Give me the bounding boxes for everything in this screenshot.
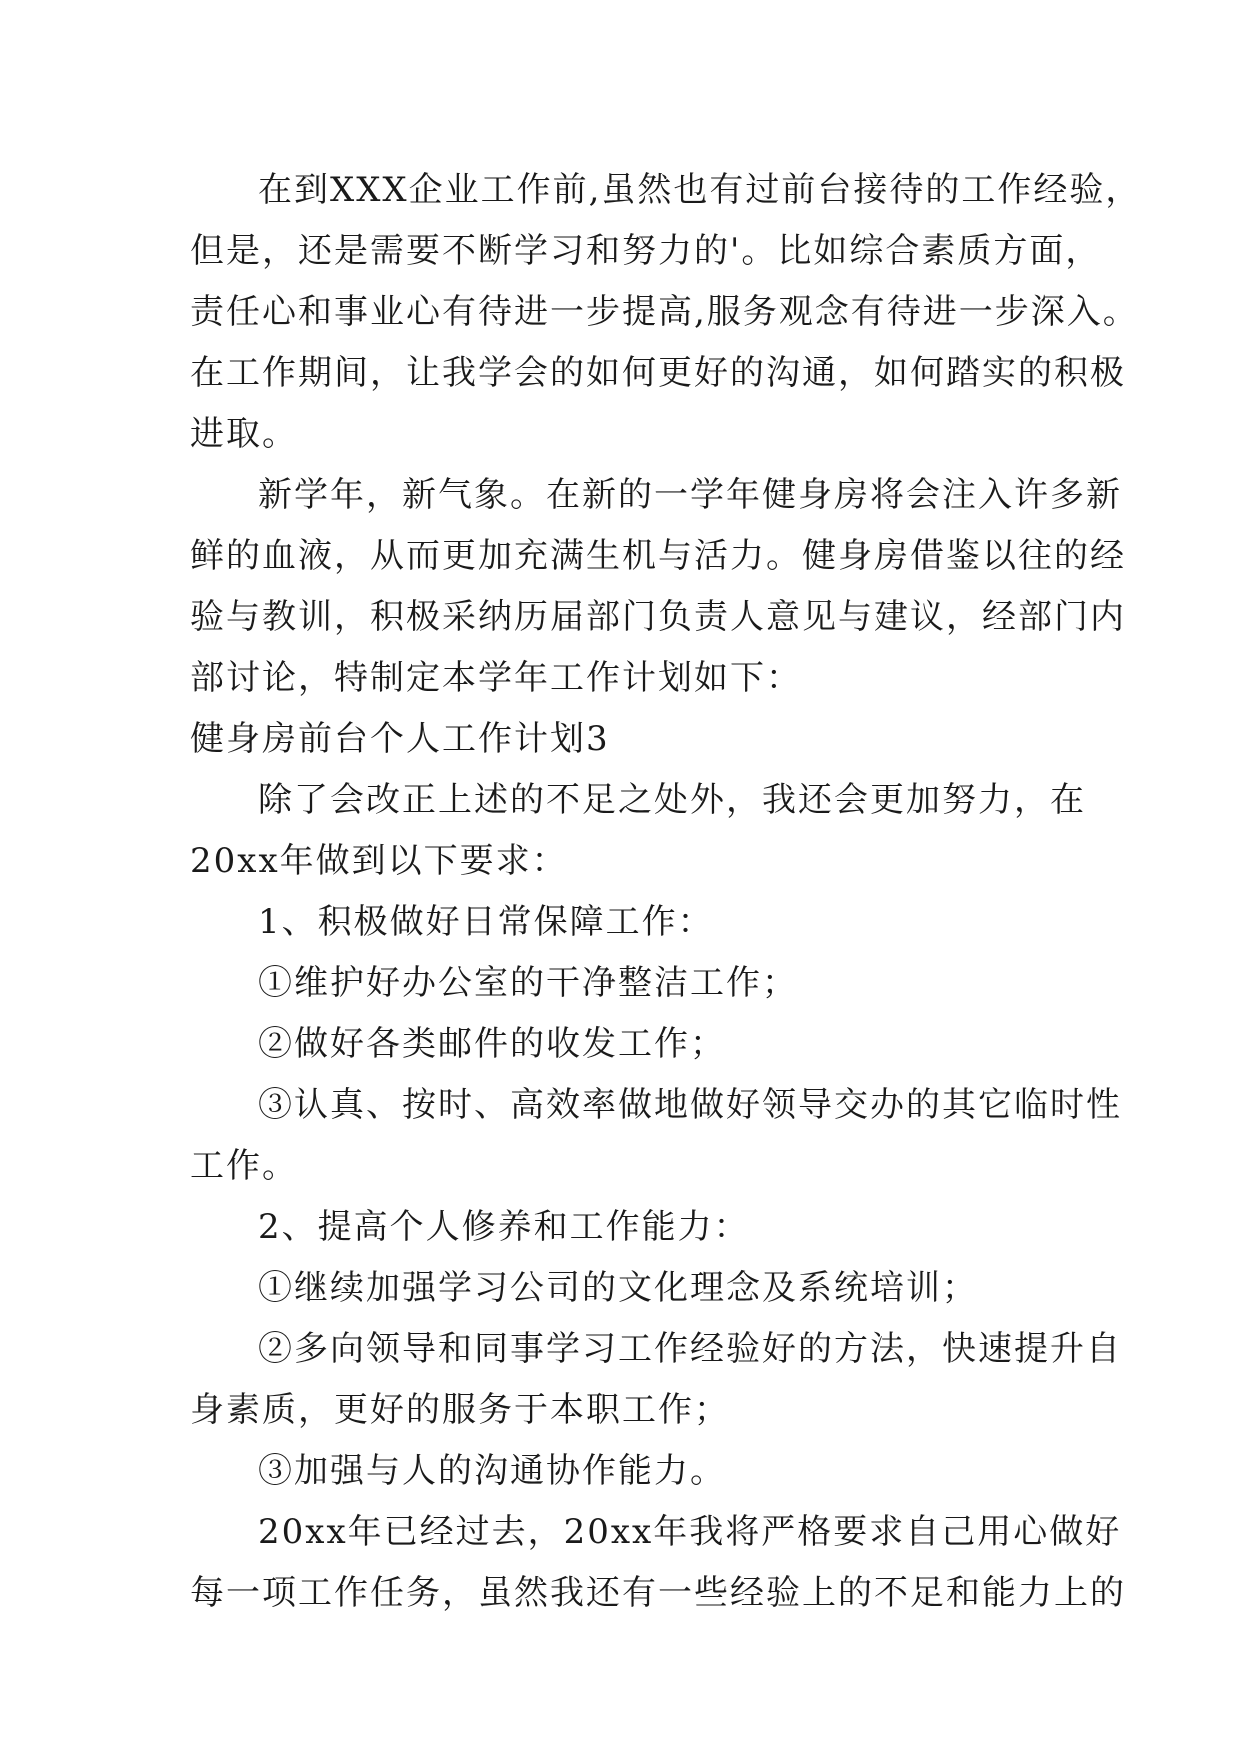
text-line: 但是，还是需要不断学习和努力的'。比如综合素质方面， <box>190 231 1102 271</box>
text-line: 新学年，新气象。在新的一学年健身房将会注入许多新 <box>258 475 1122 515</box>
text-line: 每一项工作任务，虽然我还有一些经验上的不足和能力上的 <box>190 1573 1126 1613</box>
document-body <box>190 160 1142 1624</box>
text-line: 鲜的血液，从而更加充满生机与活力。健身房借鉴以往的经 <box>190 536 1126 576</box>
list-item: ③认真、按时、高效率做地做好领导交办的其它临时性 <box>258 1085 1122 1125</box>
text-line: 在到XXX企业工作前,虽然也有过前台接待的工作经验， <box>258 170 1142 210</box>
list-heading: 1、积极做好日常保障工作： <box>258 902 714 942</box>
list-item: ②多向领导和同事学习工作经验好的方法，快速提升自 <box>258 1329 1122 1369</box>
list-item: ①维护好办公室的干净整洁工作； <box>258 963 798 1003</box>
text-line: 工作。 <box>190 1146 298 1186</box>
list-item: ①继续加强学习公司的文化理念及系统培训； <box>258 1268 978 1308</box>
text-line: 进取。 <box>190 414 298 454</box>
text-line: 20xx年已经过去，20xx年我将严格要求自己用心做好 <box>258 1512 1122 1552</box>
text-line: 责任心和事业心有待进一步提高,服务观念有待进一步深入。 <box>190 292 1139 332</box>
text-line: 在工作期间，让我学会的如何更好的沟通，如何踏实的积极 <box>190 353 1126 393</box>
section-heading: 健身房前台个人工作计划3 <box>190 719 610 759</box>
list-item: ③加强与人的沟通协作能力。 <box>258 1451 726 1491</box>
text-line: 部讨论，特制定本学年工作计划如下： <box>190 658 802 698</box>
text-line: 验与教训，积极采纳历届部门负责人意见与建议，经部门内 <box>190 597 1126 637</box>
text-line: 身素质，更好的服务于本职工作； <box>190 1390 730 1430</box>
text-line: 20xx年做到以下要求： <box>190 841 568 881</box>
text-line: 除了会改正上述的不足之处外，我还会更加努力，在 <box>258 780 1086 820</box>
list-item: ②做好各类邮件的收发工作； <box>258 1024 726 1064</box>
list-heading: 2、提高个人修养和工作能力： <box>258 1207 750 1247</box>
